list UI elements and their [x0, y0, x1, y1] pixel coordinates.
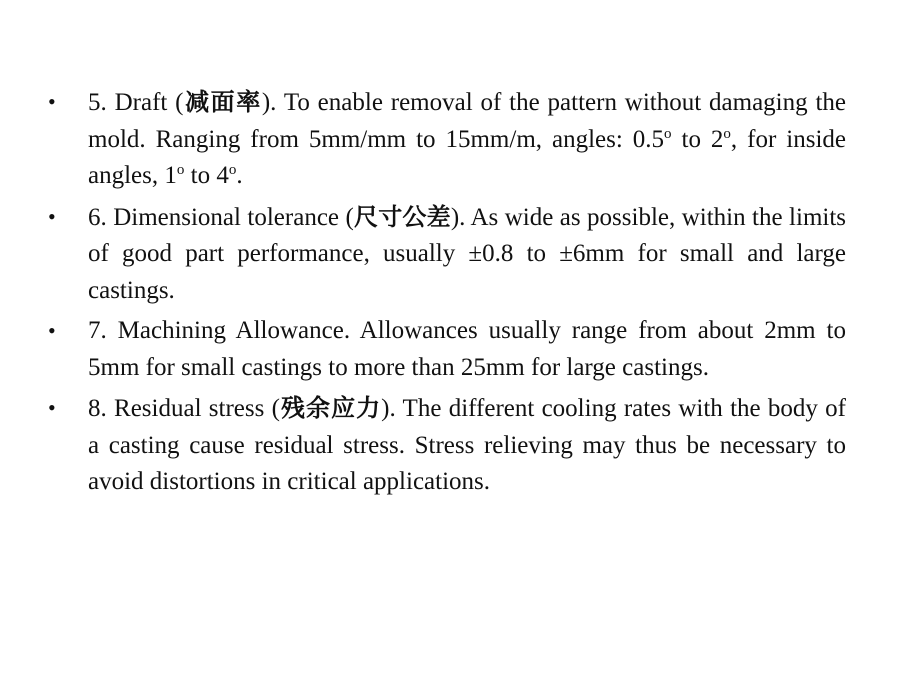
text-segment: 7. Machining Allowance. Allowances usually range from about 2mm to 5mm for small castings to more than 25mm for large castings.	[88, 317, 846, 381]
degree-superscript: o	[176, 162, 185, 178]
text-segment: 6. Dimensional tolerance (	[88, 203, 354, 231]
bullet-item-residual-stress	[48, 390, 846, 501]
bullet-dot-icon: •	[48, 203, 56, 229]
chinese-term: 残余应力	[279, 394, 382, 422]
chinese-term: 减面率	[183, 88, 262, 116]
degree-superscript: o	[723, 125, 731, 142]
text-segment: 8. Residual stress (	[88, 395, 280, 422]
bullet-dot-icon: •	[48, 89, 56, 114]
bullet-item-machining-allowance	[48, 313, 846, 386]
text-segment: , for inside angles, 1	[88, 125, 846, 189]
bullet-dot-icon: •	[48, 318, 56, 343]
item-text	[88, 317, 846, 381]
degree-superscript: o	[664, 125, 672, 142]
bullet-item-draft	[48, 84, 846, 195]
text-segment: ). As wide as possible, within the limits of good part performance, usually ±0.8 to ±6mm for small and large castings.	[88, 203, 847, 304]
text-segment: ). To enable removal of the pattern without damaging the mold. Ranging from 5mm/mm to 15mm/m, angles: 0.5	[88, 89, 846, 153]
text-segment: 5. Draft (	[88, 89, 184, 116]
bullet-list	[48, 84, 846, 505]
bullet-item-tolerance	[48, 199, 846, 310]
bullet-dot-icon: •	[48, 395, 56, 420]
text-segment: .	[236, 162, 243, 189]
item-text	[88, 89, 846, 189]
item-text	[88, 204, 846, 304]
degree-superscript: o	[228, 162, 237, 178]
chinese-term: 尺寸公差	[353, 202, 451, 231]
item-text	[88, 395, 846, 495]
text-segment: to 2	[671, 125, 724, 153]
text-segment: ). The different cooling rates with the body of a casting cause residual stress. Stress relieving may thus be necessary to avoid distortions in critical applications.	[88, 395, 846, 495]
text-segment: to 4	[184, 162, 229, 189]
